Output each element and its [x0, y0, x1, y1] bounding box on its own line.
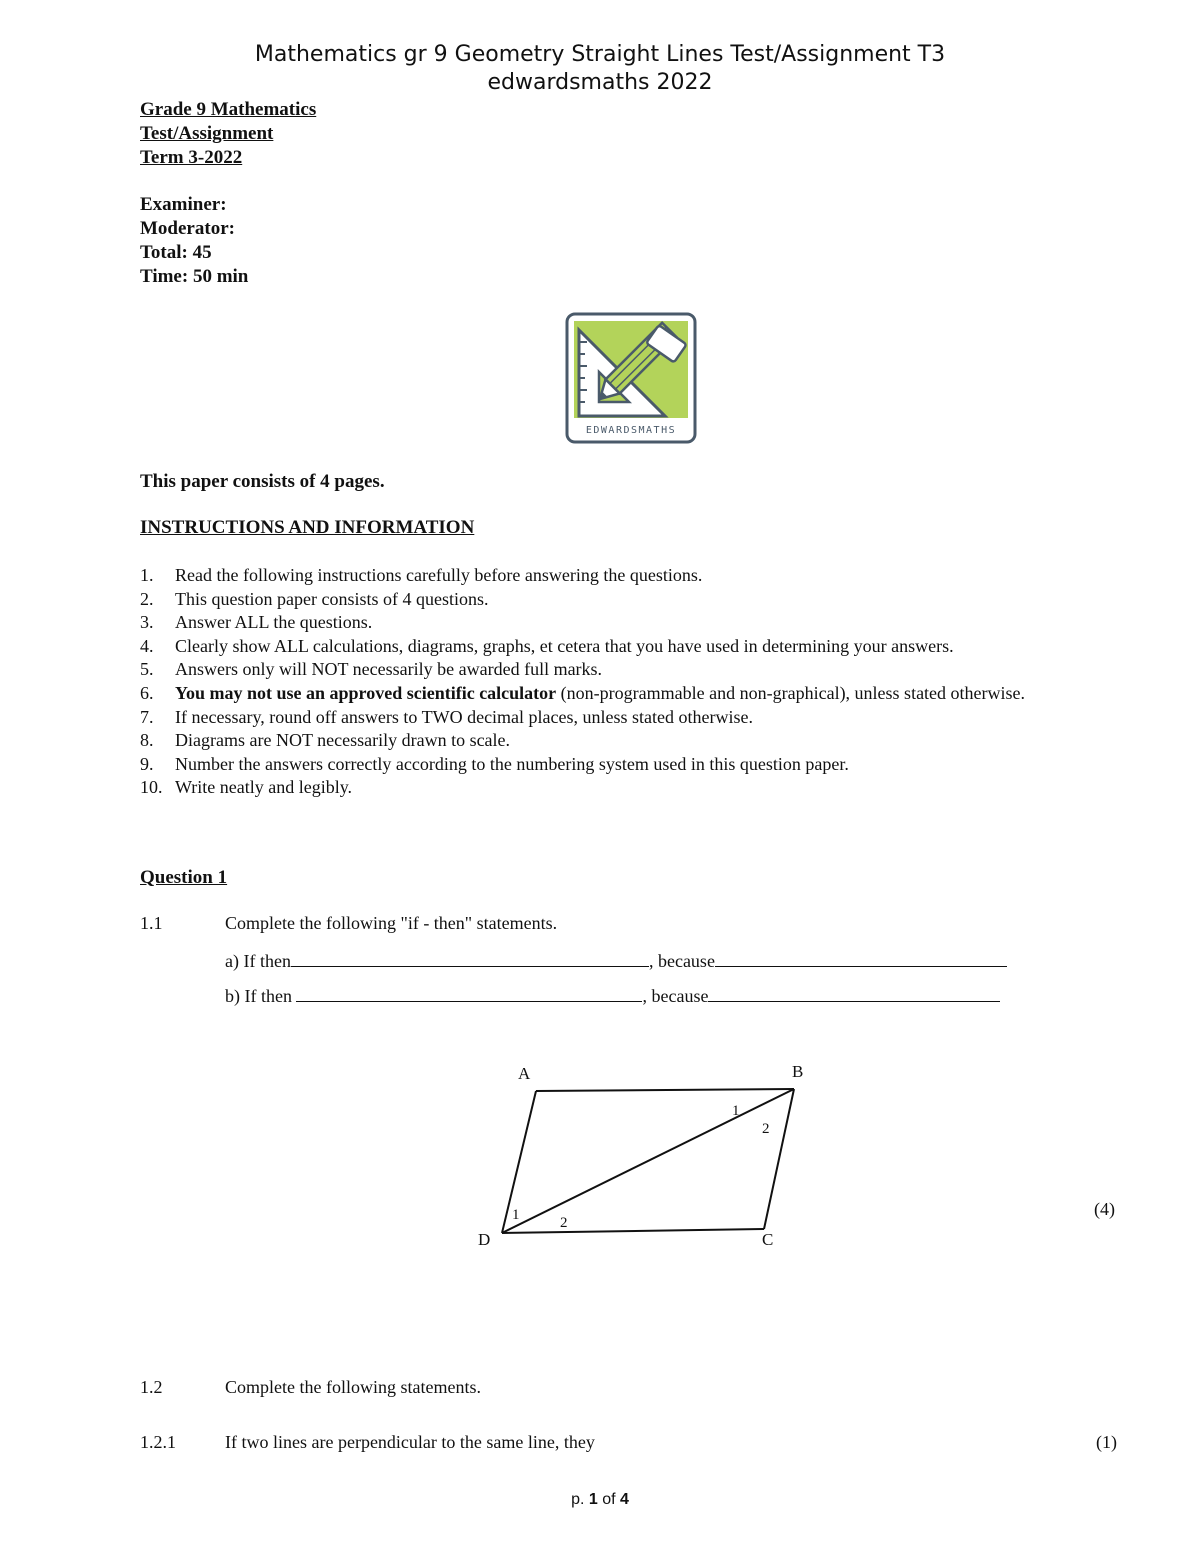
answer-blank-b-because[interactable]	[708, 985, 1000, 1002]
logo-text: EDWARDSMATHS	[585, 425, 677, 436]
side-cd	[502, 1229, 764, 1233]
angle-d1-label: 1	[512, 1207, 520, 1223]
vertex-d-label: D	[478, 1230, 491, 1249]
side-ab	[536, 1089, 794, 1091]
calculator-warning: You may not use an approved scientific calculator	[175, 682, 557, 703]
instruction-item: 4. Clearly show ALL calculations, diagrams, graphs, et cetera that you have used in determining your answers.	[140, 635, 954, 656]
instruction-item: 10. Write neatly and legibly.	[140, 777, 353, 798]
total-page-count: 4	[620, 1491, 629, 1508]
time-label: Time: 50 min	[140, 266, 249, 287]
document-header-line2: edwardsmaths 2022	[487, 70, 713, 95]
vertex-b-label: B	[792, 1062, 804, 1081]
question-1-2-number: 1.2	[140, 1377, 163, 1397]
diagonal-db	[502, 1089, 794, 1233]
instruction-item: 1. Read the following instructions carefully before answering the questions.	[140, 565, 703, 585]
instruction-item: 6. You may not use an approved scientific calculator (non-programmable and non-graphical), unless stated otherwise.	[140, 682, 1026, 703]
answer-blank-a-because[interactable]	[715, 950, 1007, 967]
instruction-item: 9. Number the answers correctly according to the numbering system used in this question paper.	[140, 753, 849, 774]
question-1-2-text: Complete the following statements.	[225, 1377, 481, 1397]
answer-blank-b-then[interactable]	[296, 985, 642, 1002]
angle-b1-label: 1	[732, 1103, 740, 1119]
angle-d2-label: 2	[560, 1215, 568, 1231]
instruction-item: 7. If necessary, round off answers to TWO decimal places, unless stated otherwise.	[140, 706, 753, 727]
question-1-heading: Question 1	[140, 867, 228, 888]
side-bc	[764, 1089, 794, 1229]
question-1-2-1-text: If two lines are perpendicular to the same line, they	[225, 1432, 595, 1452]
statement-b: b) If then , because	[225, 985, 1000, 1007]
vertex-a-label: A	[518, 1064, 531, 1083]
angle-b2-label: 2	[762, 1121, 770, 1137]
answer-blank-a-then[interactable]	[291, 950, 649, 967]
instructions-heading: INSTRUCTIONS AND INFORMATION	[140, 517, 475, 538]
question-1-1-number: 1.1	[140, 913, 163, 933]
vertex-c-label: C	[762, 1230, 774, 1249]
term-label: Term 3-2022	[140, 147, 243, 168]
grade-label: Grade 9 Mathematics	[140, 99, 317, 120]
statement-a: a) If then , because	[225, 950, 1007, 972]
instruction-item: 5. Answers only will NOT necessarily be awarded full marks.	[140, 659, 603, 680]
page-footer: p. 1 of 4	[571, 1491, 629, 1508]
current-page-number: 1	[588, 1491, 598, 1508]
moderator-label: Moderator:	[140, 218, 235, 239]
edwardsmaths-logo	[565, 312, 697, 444]
instructions-list	[140, 564, 1130, 800]
pages-note: This paper consists of 4 pages.	[140, 471, 385, 492]
instruction-item: 8. Diagrams are NOT necessarily drawn to scale.	[140, 730, 511, 751]
assessment-type-label: Test/Assignment	[140, 123, 274, 144]
instruction-item: 3. Answer ALL the questions.	[140, 612, 373, 633]
question-1-2-1-number: 1.2.1	[140, 1432, 176, 1452]
document-header-line1: Mathematics gr 9 Geometry Straight Lines Test/Assignment T3	[254, 42, 946, 67]
question-1-2-1-marks: (1)	[1096, 1432, 1117, 1452]
instruction-item: 2. This question paper consists of 4 questions.	[140, 588, 489, 609]
question-1-1-text: Complete the following "if - then" statements.	[225, 913, 558, 933]
question-1-1-marks: (4)	[1094, 1199, 1115, 1219]
total-label: Total: 45	[140, 242, 212, 263]
parallelogram-diagram	[470, 1055, 810, 1255]
examiner-label: Examiner:	[140, 194, 227, 215]
